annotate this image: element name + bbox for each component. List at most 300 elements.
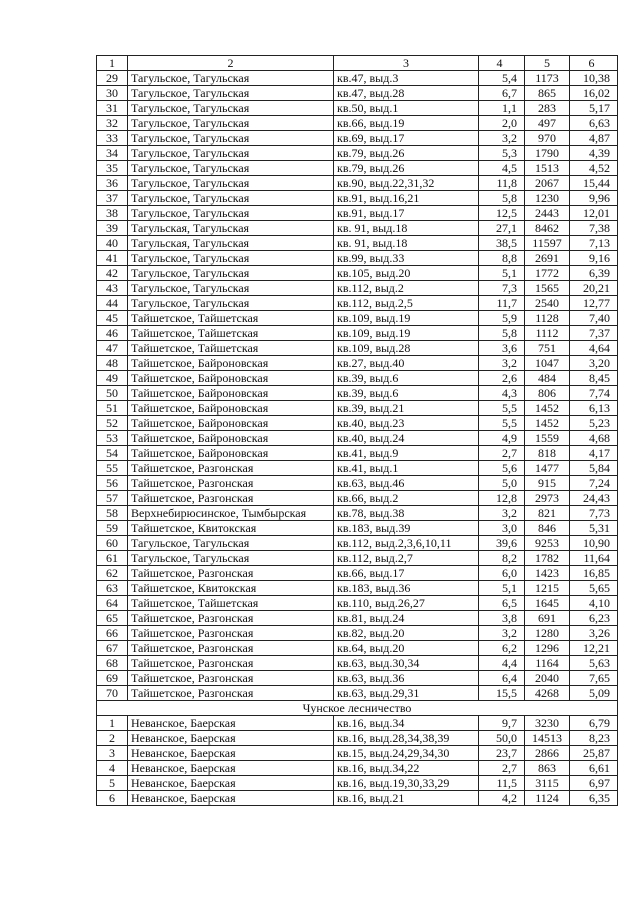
forestry-district-cell: Тайшетское, Байроновская [128, 386, 334, 401]
forestry-district-cell: Тагульское, Тагульская [128, 551, 334, 566]
forestry-district-cell: Неванское, Баерская [128, 716, 334, 731]
forestry-district-cell: Тайшетское, Разгонская [128, 566, 334, 581]
quarter-plot-cell: кв.109, выд.19 [334, 326, 479, 341]
table-row [97, 326, 618, 341]
section-row [97, 701, 618, 716]
row-number-cell: 34 [97, 146, 128, 161]
row-number-cell: 37 [97, 191, 128, 206]
table-row [97, 521, 618, 536]
forestry-district-cell: Тагульское, Тагульская [128, 101, 334, 116]
volume-cell: 484 [525, 371, 570, 386]
forestry-district-cell: Неванское, Баерская [128, 746, 334, 761]
quarter-plot-cell: кв.112, выд.2,7 [334, 551, 479, 566]
forestry-district-cell: Неванское, Баерская [128, 776, 334, 791]
volume-cell: 1124 [525, 791, 570, 806]
forestry-district-cell: Тайшетское, Разгонская [128, 461, 334, 476]
area-cell: 7,3 [479, 281, 525, 296]
area-cell: 15,5 [479, 686, 525, 701]
volume-cell: 915 [525, 476, 570, 491]
volume-cell: 2443 [525, 206, 570, 221]
area-cell: 3,2 [479, 506, 525, 521]
value-cell: 6,97 [570, 776, 618, 791]
row-number-cell: 43 [97, 281, 128, 296]
forestry-district-cell: Тайшетское, Байроновская [128, 416, 334, 431]
quarter-plot-cell: кв.64, выд.20 [334, 641, 479, 656]
header-row [97, 56, 618, 71]
volume-cell: 14513 [525, 731, 570, 746]
row-number-cell: 58 [97, 506, 128, 521]
forestry-district-cell: Тагульское, Тагульская [128, 116, 334, 131]
table-row [97, 536, 618, 551]
quarter-plot-cell: кв.91, выд.17 [334, 206, 479, 221]
quarter-plot-cell: кв.110, выд.26,27 [334, 596, 479, 611]
volume-cell: 497 [525, 116, 570, 131]
area-cell: 4,4 [479, 656, 525, 671]
forestry-district-cell: Тагульское, Тагульская [128, 176, 334, 191]
quarter-plot-cell: кв.78, выд.38 [334, 506, 479, 521]
area-cell: 3,6 [479, 341, 525, 356]
volume-cell: 1772 [525, 266, 570, 281]
table-row [97, 221, 618, 236]
row-number-cell: 49 [97, 371, 128, 386]
row-number-cell: 40 [97, 236, 128, 251]
value-cell: 12,01 [570, 206, 618, 221]
row-number-cell: 62 [97, 566, 128, 581]
row-number-cell: 44 [97, 296, 128, 311]
value-cell: 5,65 [570, 581, 618, 596]
forestry-district-cell: Тагульское, Тагульская [128, 266, 334, 281]
forestry-district-cell: Тагульская, Тагульская [128, 236, 334, 251]
quarter-plot-cell: кв.90, выд.22,31,32 [334, 176, 479, 191]
forestry-district-cell: Тайшетское, Квитокская [128, 521, 334, 536]
row-number-cell: 54 [97, 446, 128, 461]
quarter-plot-cell: кв.105, выд.20 [334, 266, 479, 281]
quarter-plot-cell: кв.112, выд.2,5 [334, 296, 479, 311]
volume-cell: 970 [525, 131, 570, 146]
quarter-plot-cell: кв.16, выд.34 [334, 716, 479, 731]
value-cell: 6,61 [570, 761, 618, 776]
quarter-plot-cell: кв.99, выд.33 [334, 251, 479, 266]
row-number-cell: 61 [97, 551, 128, 566]
table-row [97, 506, 618, 521]
area-cell: 3,2 [479, 356, 525, 371]
table-row [97, 116, 618, 131]
value-cell: 7,65 [570, 671, 618, 686]
volume-cell: 283 [525, 101, 570, 116]
volume-cell: 2691 [525, 251, 570, 266]
table-row [97, 206, 618, 221]
row-number-cell: 56 [97, 476, 128, 491]
forestry-district-cell: Тайшетское, Разгонская [128, 611, 334, 626]
volume-cell: 1452 [525, 416, 570, 431]
quarter-plot-cell: кв.50, выд.1 [334, 101, 479, 116]
forestry-district-cell: Тайшетское, Разгонская [128, 671, 334, 686]
row-number-cell: 35 [97, 161, 128, 176]
quarter-plot-cell: кв.109, выд.19 [334, 311, 479, 326]
row-number-cell: 60 [97, 536, 128, 551]
forestry-district-cell: Неванское, Баерская [128, 791, 334, 806]
quarter-plot-cell: кв.66, выд.2 [334, 491, 479, 506]
table-row [97, 176, 618, 191]
table-row [97, 551, 618, 566]
area-cell: 4,3 [479, 386, 525, 401]
row-number-cell: 55 [97, 461, 128, 476]
value-cell: 5,09 [570, 686, 618, 701]
row-number-cell: 47 [97, 341, 128, 356]
area-cell: 11,7 [479, 296, 525, 311]
row-number-cell: 41 [97, 251, 128, 266]
forestry-district-cell: Тагульское, Тагульская [128, 206, 334, 221]
value-cell: 8,45 [570, 371, 618, 386]
row-number-cell: 46 [97, 326, 128, 341]
volume-cell: 2540 [525, 296, 570, 311]
volume-cell: 1790 [525, 146, 570, 161]
table-row [97, 641, 618, 656]
forestry-district-cell: Тайшетское, Разгонская [128, 656, 334, 671]
volume-cell: 1047 [525, 356, 570, 371]
row-number-cell: 67 [97, 641, 128, 656]
area-cell: 2,6 [479, 371, 525, 386]
table-row [97, 131, 618, 146]
value-cell: 16,02 [570, 86, 618, 101]
forestry-district-cell: Тагульское, Тагульская [128, 161, 334, 176]
forestry-district-cell: Тайшетское, Байроновская [128, 431, 334, 446]
table-row [97, 446, 618, 461]
quarter-plot-cell: кв.81, выд.24 [334, 611, 479, 626]
forestry-district-cell: Тайшетское, Байроновская [128, 446, 334, 461]
area-cell: 5,1 [479, 266, 525, 281]
value-cell: 6,79 [570, 716, 618, 731]
forestry-district-cell: Тайшетское, Разгонская [128, 641, 334, 656]
table-row [97, 341, 618, 356]
quarter-plot-cell: кв.41, выд.9 [334, 446, 479, 461]
volume-cell: 1164 [525, 656, 570, 671]
forestry-district-cell: Тайшетское, Квитокская [128, 581, 334, 596]
row-number-cell: 36 [97, 176, 128, 191]
value-cell: 4,17 [570, 446, 618, 461]
forestry-district-cell: Тагульское, Тагульская [128, 251, 334, 266]
area-cell: 5,5 [479, 416, 525, 431]
table-row [97, 716, 618, 731]
volume-cell: 1215 [525, 581, 570, 596]
quarter-plot-cell: кв.112, выд.2,3,6,10,11 [334, 536, 479, 551]
value-cell: 6,23 [570, 611, 618, 626]
area-cell: 4,9 [479, 431, 525, 446]
area-cell: 11,8 [479, 176, 525, 191]
quarter-plot-cell: кв. 91, выд.18 [334, 221, 479, 236]
area-cell: 3,0 [479, 521, 525, 536]
value-cell: 20,21 [570, 281, 618, 296]
section-title: Чунское лесничество [97, 701, 618, 716]
table-row [97, 611, 618, 626]
value-cell: 7,38 [570, 221, 618, 236]
table-row [97, 761, 618, 776]
quarter-plot-cell: кв.27, выд.40 [334, 356, 479, 371]
table-body [97, 56, 618, 806]
volume-cell: 11597 [525, 236, 570, 251]
volume-cell: 2067 [525, 176, 570, 191]
value-cell: 7,74 [570, 386, 618, 401]
table-row [97, 476, 618, 491]
value-cell: 6,63 [570, 116, 618, 131]
value-cell: 16,85 [570, 566, 618, 581]
row-number-cell: 2 [97, 731, 128, 746]
quarter-plot-cell: кв.112, выд.2 [334, 281, 479, 296]
volume-cell: 1645 [525, 596, 570, 611]
value-cell: 12,21 [570, 641, 618, 656]
value-cell: 9,96 [570, 191, 618, 206]
table-row [97, 776, 618, 791]
area-cell: 4,5 [479, 161, 525, 176]
forestry-district-cell: Тайшетское, Разгонская [128, 491, 334, 506]
value-cell: 8,23 [570, 731, 618, 746]
row-number-cell: 65 [97, 611, 128, 626]
forestry-district-cell: Тайшетское, Разгонская [128, 686, 334, 701]
value-cell: 5,63 [570, 656, 618, 671]
area-cell: 27,1 [479, 221, 525, 236]
forestry-district-cell: Неванское, Баерская [128, 731, 334, 746]
area-cell: 3,8 [479, 611, 525, 626]
quarter-plot-cell: кв.66, выд.17 [334, 566, 479, 581]
row-number-cell: 39 [97, 221, 128, 236]
area-cell: 39,6 [479, 536, 525, 551]
area-cell: 2,7 [479, 446, 525, 461]
table-row [97, 251, 618, 266]
table-row [97, 296, 618, 311]
area-cell: 3,2 [479, 131, 525, 146]
quarter-plot-cell: кв.40, выд.23 [334, 416, 479, 431]
value-cell: 5,31 [570, 521, 618, 536]
table-row [97, 581, 618, 596]
area-cell: 5,8 [479, 326, 525, 341]
volume-cell: 865 [525, 86, 570, 101]
row-number-cell: 42 [97, 266, 128, 281]
forest-plots-table [96, 55, 618, 806]
quarter-plot-cell: кв.15, выд.24,29,34,30 [334, 746, 479, 761]
value-cell: 4,87 [570, 131, 618, 146]
value-cell: 12,77 [570, 296, 618, 311]
forestry-district-cell: Тайшетское, Байроновская [128, 401, 334, 416]
volume-cell: 821 [525, 506, 570, 521]
volume-cell: 751 [525, 341, 570, 356]
volume-cell: 3230 [525, 716, 570, 731]
table-row [97, 71, 618, 86]
table-row [97, 356, 618, 371]
quarter-plot-cell: кв.41, выд.1 [334, 461, 479, 476]
row-number-cell: 63 [97, 581, 128, 596]
forestry-district-cell: Тайшетское, Байроновская [128, 371, 334, 386]
row-number-cell: 59 [97, 521, 128, 536]
area-cell: 6,7 [479, 86, 525, 101]
forestry-district-cell: Неванское, Баерская [128, 761, 334, 776]
area-cell: 8,2 [479, 551, 525, 566]
area-cell: 2,7 [479, 761, 525, 776]
quarter-plot-cell: кв.63, выд.46 [334, 476, 479, 491]
forestry-district-cell: Верхнебирюсинское, Тымбырская [128, 506, 334, 521]
column-number-header: 4 [479, 56, 525, 71]
area-cell: 23,7 [479, 746, 525, 761]
table-row [97, 311, 618, 326]
table-row [97, 731, 618, 746]
volume-cell: 691 [525, 611, 570, 626]
table-row [97, 596, 618, 611]
area-cell: 5,0 [479, 476, 525, 491]
area-cell: 4,2 [479, 791, 525, 806]
area-cell: 1,1 [479, 101, 525, 116]
area-cell: 38,5 [479, 236, 525, 251]
quarter-plot-cell: кв.47, выд.3 [334, 71, 479, 86]
area-cell: 5,6 [479, 461, 525, 476]
quarter-plot-cell: кв.16, выд.21 [334, 791, 479, 806]
forestry-district-cell: Тагульское, Тагульская [128, 281, 334, 296]
row-number-cell: 32 [97, 116, 128, 131]
table-row [97, 656, 618, 671]
volume-cell: 1112 [525, 326, 570, 341]
volume-cell: 1782 [525, 551, 570, 566]
volume-cell: 1230 [525, 191, 570, 206]
value-cell: 5,84 [570, 461, 618, 476]
quarter-plot-cell: кв.183, выд.36 [334, 581, 479, 596]
row-number-cell: 68 [97, 656, 128, 671]
value-cell: 6,35 [570, 791, 618, 806]
volume-cell: 1513 [525, 161, 570, 176]
row-number-cell: 30 [97, 86, 128, 101]
volume-cell: 3115 [525, 776, 570, 791]
row-number-cell: 51 [97, 401, 128, 416]
table-row [97, 626, 618, 641]
forestry-district-cell: Тайшетское, Тайшетская [128, 341, 334, 356]
value-cell: 3,26 [570, 626, 618, 641]
row-number-cell: 29 [97, 71, 128, 86]
quarter-plot-cell: кв.91, выд.16,21 [334, 191, 479, 206]
forestry-district-cell: Тагульское, Тагульская [128, 191, 334, 206]
volume-cell: 1477 [525, 461, 570, 476]
value-cell: 5,17 [570, 101, 618, 116]
table-row [97, 236, 618, 251]
quarter-plot-cell: кв.16, выд.28,34,38,39 [334, 731, 479, 746]
table-row [97, 461, 618, 476]
forestry-district-cell: Тагульское, Тагульская [128, 146, 334, 161]
table-row [97, 146, 618, 161]
area-cell: 5,1 [479, 581, 525, 596]
row-number-cell: 50 [97, 386, 128, 401]
value-cell: 4,64 [570, 341, 618, 356]
row-number-cell: 53 [97, 431, 128, 446]
row-number-cell: 1 [97, 716, 128, 731]
value-cell: 10,90 [570, 536, 618, 551]
area-cell: 9,7 [479, 716, 525, 731]
forestry-district-cell: Тагульское, Тагульская [128, 296, 334, 311]
value-cell: 7,73 [570, 506, 618, 521]
column-number-header: 3 [334, 56, 479, 71]
row-number-cell: 66 [97, 626, 128, 641]
value-cell: 15,44 [570, 176, 618, 191]
forestry-district-cell: Тайшетское, Тайшетская [128, 596, 334, 611]
value-cell: 9,16 [570, 251, 618, 266]
value-cell: 6,13 [570, 401, 618, 416]
row-number-cell: 5 [97, 776, 128, 791]
table-row [97, 281, 618, 296]
table-row [97, 371, 618, 386]
table-row [97, 86, 618, 101]
quarter-plot-cell: кв.63, выд.29,31 [334, 686, 479, 701]
row-number-cell: 38 [97, 206, 128, 221]
quarter-plot-cell: кв.63, выд.30,34 [334, 656, 479, 671]
quarter-plot-cell: кв.109, выд.28 [334, 341, 479, 356]
table-row [97, 386, 618, 401]
volume-cell: 8462 [525, 221, 570, 236]
area-cell: 5,9 [479, 311, 525, 326]
forestry-district-cell: Тагульское, Тагульская [128, 536, 334, 551]
value-cell: 3,20 [570, 356, 618, 371]
forestry-district-cell: Тагульское, Тагульская [128, 71, 334, 86]
volume-cell: 1173 [525, 71, 570, 86]
value-cell: 4,52 [570, 161, 618, 176]
quarter-plot-cell: кв.82, выд.20 [334, 626, 479, 641]
volume-cell: 806 [525, 386, 570, 401]
value-cell: 7,13 [570, 236, 618, 251]
volume-cell: 4268 [525, 686, 570, 701]
row-number-cell: 70 [97, 686, 128, 701]
quarter-plot-cell: кв.39, выд.21 [334, 401, 479, 416]
value-cell: 7,40 [570, 311, 618, 326]
area-cell: 5,3 [479, 146, 525, 161]
volume-cell: 2973 [525, 491, 570, 506]
table-row [97, 566, 618, 581]
value-cell: 5,23 [570, 416, 618, 431]
quarter-plot-cell: кв.16, выд.34,22 [334, 761, 479, 776]
quarter-plot-cell: кв.66, выд.19 [334, 116, 479, 131]
volume-cell: 1296 [525, 641, 570, 656]
row-number-cell: 3 [97, 746, 128, 761]
table-row [97, 416, 618, 431]
forestry-district-cell: Тайшетское, Разгонская [128, 626, 334, 641]
area-cell: 11,5 [479, 776, 525, 791]
value-cell: 24,43 [570, 491, 618, 506]
area-cell: 5,4 [479, 71, 525, 86]
value-cell: 7,37 [570, 326, 618, 341]
volume-cell: 1452 [525, 401, 570, 416]
quarter-plot-cell: кв.79, выд.26 [334, 161, 479, 176]
table-row [97, 671, 618, 686]
quarter-plot-cell: кв.79, выд.26 [334, 146, 479, 161]
column-number-header: 5 [525, 56, 570, 71]
area-cell: 5,8 [479, 191, 525, 206]
area-cell: 8,8 [479, 251, 525, 266]
row-number-cell: 4 [97, 761, 128, 776]
volume-cell: 1565 [525, 281, 570, 296]
quarter-plot-cell: кв.183, выд.39 [334, 521, 479, 536]
table-row [97, 161, 618, 176]
forestry-district-cell: Тайшетское, Тайшетская [128, 326, 334, 341]
value-cell: 11,64 [570, 551, 618, 566]
forestry-district-cell: Тагульская, Тагульская [128, 221, 334, 236]
row-number-cell: 33 [97, 131, 128, 146]
row-number-cell: 6 [97, 791, 128, 806]
volume-cell: 1128 [525, 311, 570, 326]
table-row [97, 746, 618, 761]
forestry-district-cell: Тайшетское, Разгонская [128, 476, 334, 491]
row-number-cell: 48 [97, 356, 128, 371]
area-cell: 6,0 [479, 566, 525, 581]
value-cell: 7,24 [570, 476, 618, 491]
value-cell: 6,39 [570, 266, 618, 281]
volume-cell: 863 [525, 761, 570, 776]
table-row [97, 401, 618, 416]
quarter-plot-cell: кв. 91, выд.18 [334, 236, 479, 251]
forestry-district-cell: Тагульское, Тагульская [128, 86, 334, 101]
forestry-district-cell: Тайшетское, Тайшетская [128, 311, 334, 326]
